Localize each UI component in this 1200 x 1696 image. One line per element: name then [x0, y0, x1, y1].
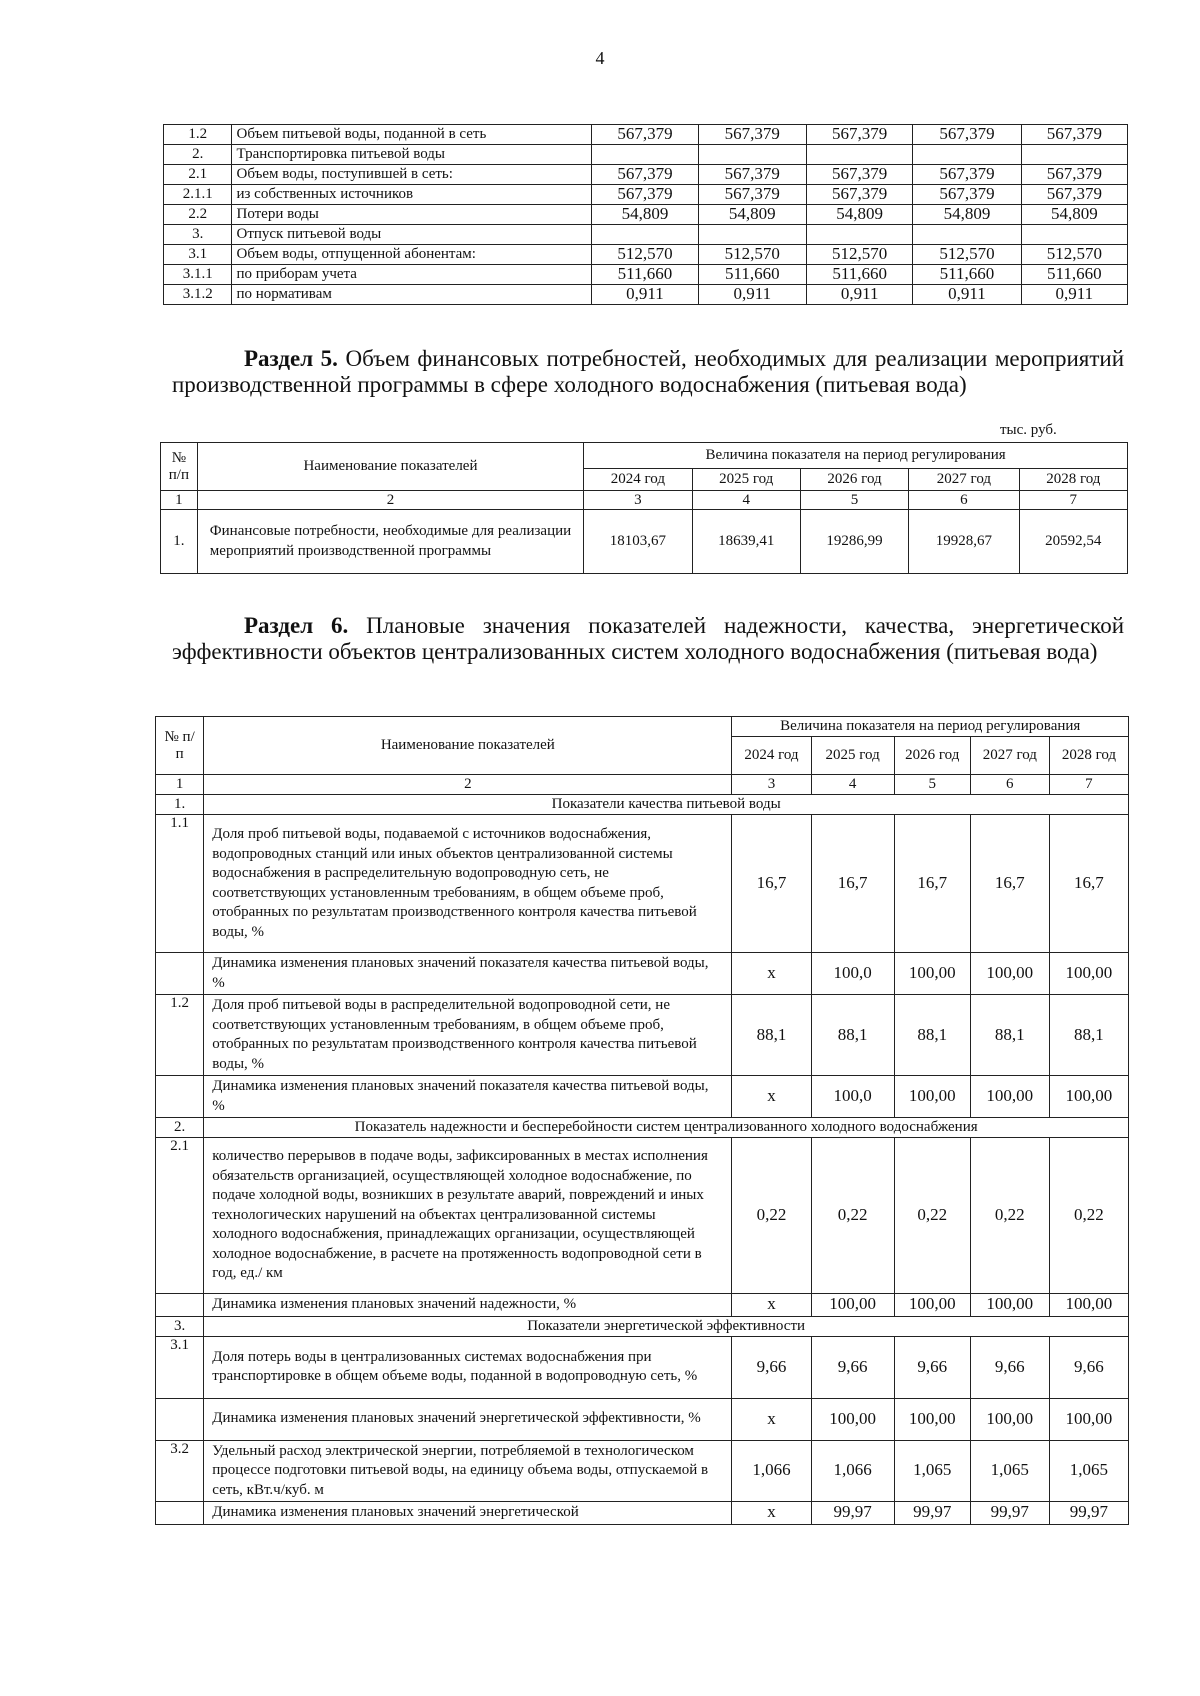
- row-value: 567,379: [806, 165, 912, 185]
- row-value: 100,00: [894, 953, 970, 995]
- row-name: количество перерывов в подаче воды, зафиксированных в местах исполнения обязательств организацией, осуществляющей холодное водоснабжение, по подаче холодной воды, возникших в результате аварий, повреждений и иных технологических нарушений на объектах централизованной системы холодного водоснабжения, принадлежащих организации, осуществляющей холодное водоснабжение, в расчете на протяженность водопроводной сети в год, ед./ км: [204, 1138, 732, 1294]
- row-name: Динамика изменения плановых значений надежности, %: [204, 1294, 732, 1317]
- t2-value: 18103,67: [584, 510, 692, 574]
- t2-value: 19928,67: [909, 510, 1019, 574]
- row-name: Отпуск питьевой воды: [232, 225, 592, 245]
- row-name: Динамика изменения плановых значений показателя качества питьевой воды, %: [204, 1076, 732, 1118]
- row-value: [806, 225, 912, 245]
- row-number: 2.2: [164, 205, 232, 225]
- row-value: [1021, 225, 1127, 245]
- row-value: 16,7: [894, 815, 970, 953]
- group-number: 2.: [156, 1118, 204, 1138]
- row-value: 0,22: [970, 1138, 1049, 1294]
- row-value: 1,066: [811, 1440, 894, 1502]
- table-row: [156, 1076, 1129, 1118]
- t3-index: 4: [811, 775, 894, 795]
- group-row: [156, 1118, 1129, 1138]
- row-number: [156, 1398, 204, 1440]
- table-row: [164, 285, 1128, 305]
- row-value: 88,1: [894, 995, 970, 1076]
- table-row: [156, 1502, 1129, 1525]
- row-number: 3.1: [164, 245, 232, 265]
- table-row: [164, 265, 1128, 285]
- row-number: 1.2: [156, 995, 204, 1076]
- row-name: Удельный расход электрической энергии, потребляемой в технологическом процессе подготовки питьевой воды, на единицу объема воды, отпускаемой в сеть, кВт.ч/куб. м: [204, 1440, 732, 1502]
- row-value: 88,1: [732, 995, 811, 1076]
- row-value: 567,379: [592, 185, 698, 205]
- t2-index: 1: [161, 491, 198, 510]
- water-balance-table: [163, 124, 1128, 305]
- row-value: 9,66: [894, 1336, 970, 1398]
- t2-year: 2028 год: [1019, 469, 1127, 491]
- row-value: 567,379: [806, 125, 912, 145]
- row-name: Транспортировка питьевой воды: [232, 145, 592, 165]
- t3-index: 5: [894, 775, 970, 795]
- row-number: [156, 1076, 204, 1118]
- row-value: 100,00: [894, 1076, 970, 1118]
- row-number: [156, 1294, 204, 1317]
- t2-year: 2026 год: [800, 469, 908, 491]
- row-value: 16,7: [811, 815, 894, 953]
- row-value: 1,065: [970, 1440, 1049, 1502]
- t3-index: 3: [732, 775, 811, 795]
- row-value: 567,379: [698, 185, 806, 205]
- row-name: Динамика изменения плановых значений показателя качества питьевой воды, %: [204, 953, 732, 995]
- row-number: 3.2: [156, 1440, 204, 1502]
- row-value: [592, 145, 698, 165]
- t2-index: 3: [584, 491, 692, 510]
- row-value: 54,809: [698, 205, 806, 225]
- table-row: [156, 953, 1129, 995]
- row-value: 100,00: [811, 1294, 894, 1317]
- row-value: [806, 145, 912, 165]
- row-value: 567,379: [913, 125, 1021, 145]
- section6-label: Раздел 6.: [244, 613, 349, 638]
- t2-year: 2024 год: [584, 469, 692, 491]
- t2-year: 2027 год: [909, 469, 1019, 491]
- t2-row-num: 1.: [161, 510, 198, 574]
- t2-year: 2025 год: [692, 469, 800, 491]
- row-value: х: [732, 953, 811, 995]
- t2-value: 18639,41: [692, 510, 800, 574]
- row-value: [698, 145, 806, 165]
- table-row: [156, 1440, 1129, 1502]
- row-name: из собственных источников: [232, 185, 592, 205]
- row-value: 567,379: [913, 185, 1021, 205]
- row-value: 100,00: [894, 1398, 970, 1440]
- t2-index: 7: [1019, 491, 1127, 510]
- section5-label: Раздел 5.: [244, 346, 338, 371]
- t2-index: 5: [800, 491, 908, 510]
- table-row: [164, 245, 1128, 265]
- table-row: [164, 225, 1128, 245]
- t2-index: 4: [692, 491, 800, 510]
- row-value: 511,660: [592, 265, 698, 285]
- row-number: [156, 1502, 204, 1525]
- section6-title: Плановые значения показателей надежности, качества, энергетической эффективности объектов централизованных систем холодного водоснабжения (питьевая вода): [172, 613, 1124, 664]
- t2-head-period: Величина показателя на период регулирования: [584, 443, 1128, 469]
- row-value: 567,379: [806, 185, 912, 205]
- row-value: х: [732, 1076, 811, 1118]
- row-value: 567,379: [592, 165, 698, 185]
- row-value: 512,570: [592, 245, 698, 265]
- t3-head-period: Величина показателя на период регулирования: [732, 717, 1129, 737]
- row-name: Доля проб питьевой воды, подаваемой с источников водоснабжения, водопроводных станций или иных объектов централизованной системы водоснабжения в распределительную водопроводную сеть, не соответствующих установленным требованиям, в общем объеме проб, отобранных по результатам производственного контроля качества питьевой воды, %: [204, 815, 732, 953]
- reliability-indicators-table: [155, 716, 1129, 1525]
- table-row: [156, 1138, 1129, 1294]
- row-value: 9,66: [970, 1336, 1049, 1398]
- row-value: 0,911: [698, 285, 806, 305]
- row-value: 1,065: [894, 1440, 970, 1502]
- table-row: [156, 1336, 1129, 1398]
- row-value: 512,570: [913, 245, 1021, 265]
- row-value: 0,911: [913, 285, 1021, 305]
- row-name: Объем воды, отпущенной абонентам:: [232, 245, 592, 265]
- row-value: 88,1: [1049, 995, 1128, 1076]
- row-number: [156, 953, 204, 995]
- row-value: 511,660: [806, 265, 912, 285]
- row-number: 1.2: [164, 125, 232, 145]
- t3-year: 2028 год: [1049, 737, 1128, 775]
- section6-heading: [172, 613, 1124, 665]
- t2-head-num: № п/п: [161, 443, 198, 491]
- row-number: 3.: [164, 225, 232, 245]
- row-value: 511,660: [913, 265, 1021, 285]
- table-row: [156, 1398, 1129, 1440]
- row-value: 100,00: [1049, 1076, 1128, 1118]
- table-row: [156, 815, 1129, 953]
- section5-title: Объем финансовых потребностей, необходимых для реализации мероприятий производственной программы в сфере холодного водоснабжения (питьевая вода): [172, 346, 1125, 397]
- row-value: 567,379: [1021, 125, 1127, 145]
- row-value: х: [732, 1294, 811, 1317]
- table-row: [164, 205, 1128, 225]
- row-value: [592, 225, 698, 245]
- t2-row-name: Финансовые потребности, необходимые для реализации мероприятий производственной программы: [197, 510, 583, 574]
- t3-index: 6: [970, 775, 1049, 795]
- row-number: 2.: [164, 145, 232, 165]
- table-row: [156, 995, 1129, 1076]
- row-value: х: [732, 1502, 811, 1525]
- row-value: 567,379: [698, 165, 806, 185]
- table-row: [156, 1294, 1129, 1317]
- group-title: Показатели качества питьевой воды: [204, 795, 1129, 815]
- row-value: 100,00: [1049, 1398, 1128, 1440]
- row-value: 88,1: [970, 995, 1049, 1076]
- row-value: 0,22: [1049, 1138, 1128, 1294]
- row-number: 2.1.1: [164, 185, 232, 205]
- row-value: 16,7: [1049, 815, 1128, 953]
- row-number: 1.1: [156, 815, 204, 953]
- row-value: х: [732, 1398, 811, 1440]
- t3-index: 1: [156, 775, 204, 795]
- row-number: 2.1: [156, 1138, 204, 1294]
- group-title: Показатели энергетической эффективности: [204, 1316, 1129, 1336]
- row-value: 567,379: [913, 165, 1021, 185]
- row-number: 3.1.2: [164, 285, 232, 305]
- t3-year: 2025 год: [811, 737, 894, 775]
- t2-head-name: Наименование показателей: [197, 443, 583, 491]
- row-value: 88,1: [811, 995, 894, 1076]
- row-value: 54,809: [913, 205, 1021, 225]
- group-row: [156, 1316, 1129, 1336]
- table-row: [164, 145, 1128, 165]
- row-value: 0,22: [894, 1138, 970, 1294]
- row-value: [1021, 145, 1127, 165]
- section5-heading: [172, 346, 1124, 398]
- row-value: 511,660: [1021, 265, 1127, 285]
- row-value: 512,570: [698, 245, 806, 265]
- row-value: 100,0: [811, 1076, 894, 1118]
- row-name: по нормативам: [232, 285, 592, 305]
- t2-index: 6: [909, 491, 1019, 510]
- financial-needs-table: [160, 442, 1128, 574]
- table-row: [164, 165, 1128, 185]
- row-value: 100,00: [970, 953, 1049, 995]
- row-value: 100,00: [894, 1294, 970, 1317]
- row-name: по приборам учета: [232, 265, 592, 285]
- t3-index: 7: [1049, 775, 1128, 795]
- row-value: 512,570: [1021, 245, 1127, 265]
- row-value: 100,00: [970, 1076, 1049, 1118]
- row-value: 9,66: [732, 1336, 811, 1398]
- row-value: 16,7: [732, 815, 811, 953]
- row-value: 54,809: [592, 205, 698, 225]
- row-value: 99,97: [970, 1502, 1049, 1525]
- row-number: 3.1: [156, 1336, 204, 1398]
- group-row: [156, 795, 1129, 815]
- row-number: 2.1: [164, 165, 232, 185]
- t3-year: 2024 год: [732, 737, 811, 775]
- group-number: 1.: [156, 795, 204, 815]
- t3-head-name: Наименование показателей: [204, 717, 732, 775]
- row-value: [913, 225, 1021, 245]
- row-value: 100,0: [811, 953, 894, 995]
- t3-year: 2026 год: [894, 737, 970, 775]
- row-value: [913, 145, 1021, 165]
- row-name: Динамика изменения плановых значений энергетической эффективности, %: [204, 1398, 732, 1440]
- row-value: 567,379: [592, 125, 698, 145]
- row-value: 1,066: [732, 1440, 811, 1502]
- row-value: 9,66: [811, 1336, 894, 1398]
- row-value: 100,00: [970, 1398, 1049, 1440]
- table-row: [164, 125, 1128, 145]
- t2-value: 19286,99: [800, 510, 908, 574]
- row-value: 100,00: [1049, 1294, 1128, 1317]
- row-value: 99,97: [1049, 1502, 1128, 1525]
- row-name: Объем питьевой воды, поданной в сеть: [232, 125, 592, 145]
- row-value: 54,809: [806, 205, 912, 225]
- row-name: Потери воды: [232, 205, 592, 225]
- t3-index: 2: [204, 775, 732, 795]
- row-value: 0,911: [806, 285, 912, 305]
- row-name: Динамика изменения плановых значений энергетической: [204, 1502, 732, 1525]
- t3-head-num: № п/ п: [156, 717, 204, 775]
- t3-year: 2027 год: [970, 737, 1049, 775]
- row-value: 100,00: [1049, 953, 1128, 995]
- row-value: 99,97: [811, 1502, 894, 1525]
- section5-unit: тыс. руб.: [1000, 422, 1057, 438]
- row-value: 0,22: [811, 1138, 894, 1294]
- row-name: Объем воды, поступившей в сеть:: [232, 165, 592, 185]
- row-value: 16,7: [970, 815, 1049, 953]
- row-value: 9,66: [1049, 1336, 1128, 1398]
- row-value: 567,379: [1021, 165, 1127, 185]
- group-title: Показатель надежности и бесперебойности систем централизованного холодного водоснабжения: [204, 1118, 1129, 1138]
- row-value: [698, 225, 806, 245]
- row-value: 0,911: [1021, 285, 1127, 305]
- page-number: 4: [595, 48, 605, 68]
- row-value: 54,809: [1021, 205, 1127, 225]
- row-value: 0,911: [592, 285, 698, 305]
- row-value: 100,00: [970, 1294, 1049, 1317]
- row-value: 99,97: [894, 1502, 970, 1525]
- row-value: 512,570: [806, 245, 912, 265]
- t2-value: 20592,54: [1019, 510, 1127, 574]
- row-name: Доля потерь воды в централизованных системах водоснабжения при транспортировке в общем объеме воды, поданной в водопроводную сеть, %: [204, 1336, 732, 1398]
- row-number: 3.1.1: [164, 265, 232, 285]
- group-number: 3.: [156, 1316, 204, 1336]
- row-value: 511,660: [698, 265, 806, 285]
- t2-index: 2: [197, 491, 583, 510]
- row-name: Доля проб питьевой воды в распределительной водопроводной сети, не соответствующих установленным требованиям, в общем объеме проб, отобранных по результатам производственного контроля качества питьевой воды, %: [204, 995, 732, 1076]
- row-value: 100,00: [811, 1398, 894, 1440]
- row-value: 567,379: [698, 125, 806, 145]
- table-row: [164, 185, 1128, 205]
- row-value: 567,379: [1021, 185, 1127, 205]
- row-value: 0,22: [732, 1138, 811, 1294]
- row-value: 1,065: [1049, 1440, 1128, 1502]
